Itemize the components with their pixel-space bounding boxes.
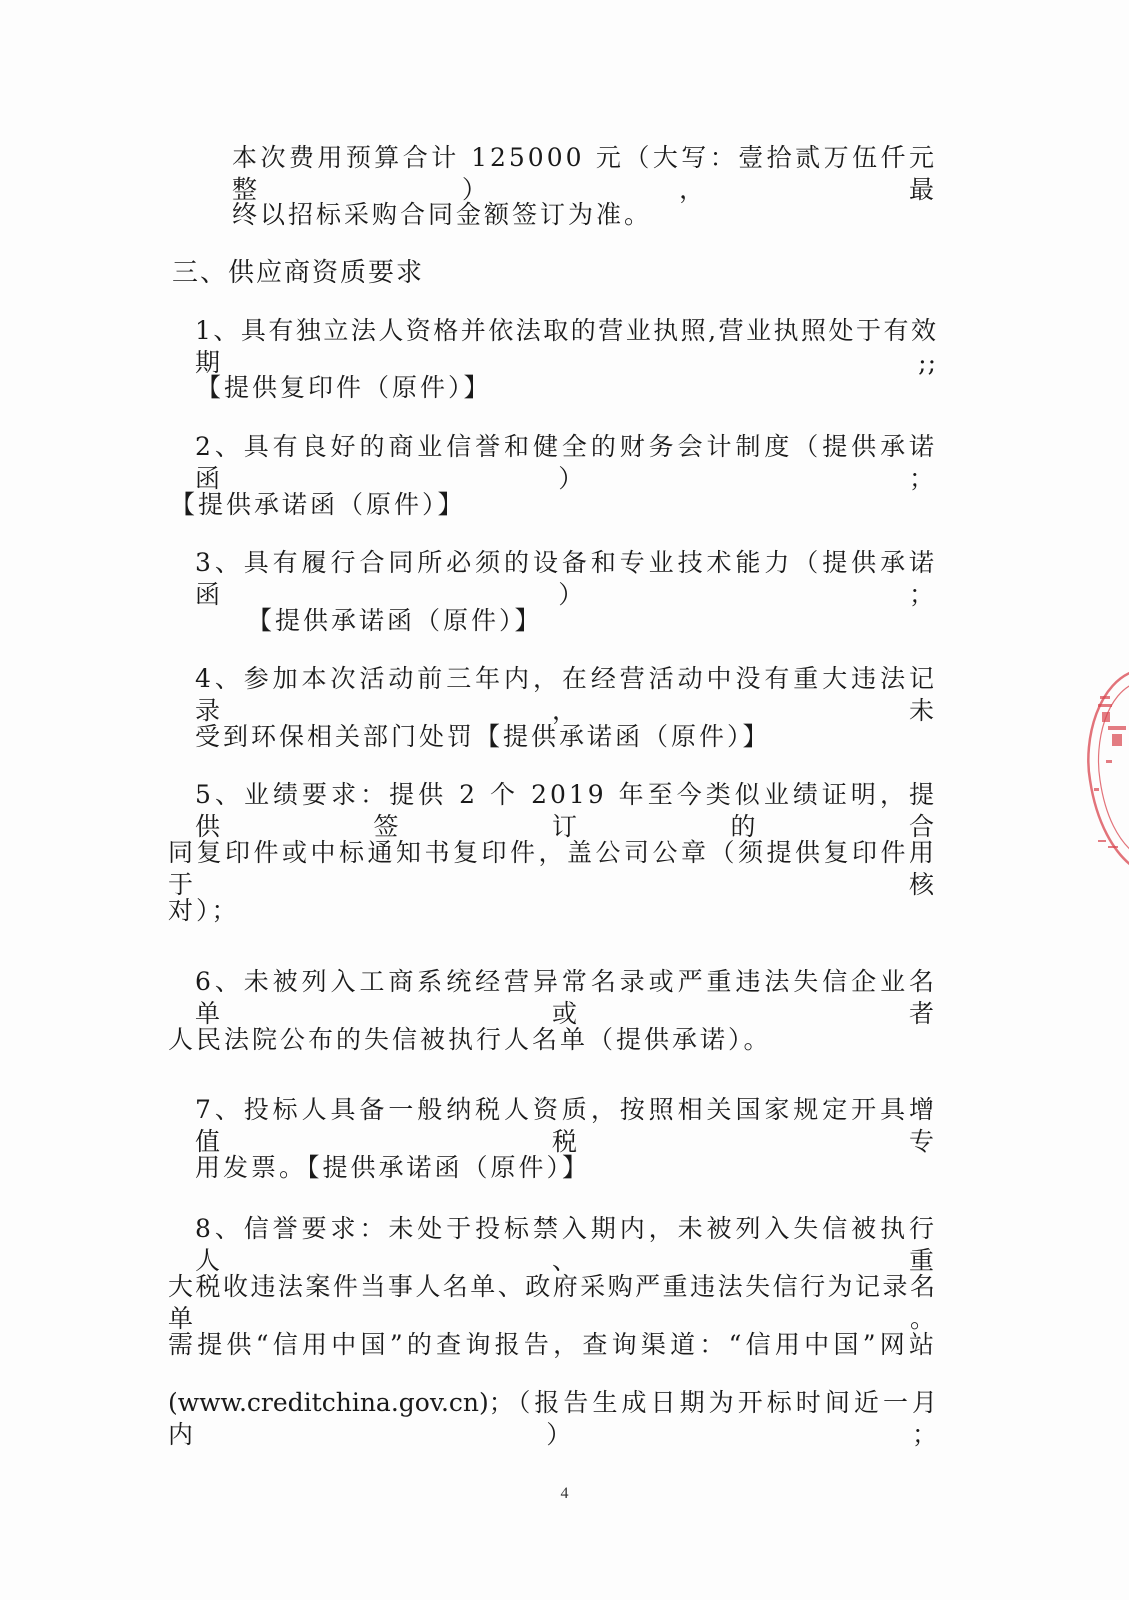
req3-line-1: 3、具有履行合同所必须的设备和专业技术能力（提供承诺函）； [195,548,937,609]
req8-line-1: 8、信誉要求：未处于投标禁入期内，未被列入失信被执行人、重 [195,1214,937,1275]
req5-line-3: 对）； [168,896,240,925]
section-heading: 三、供应商资质要求 [172,258,425,288]
budget-line-2: 终以招标采购合同金额签订为准。 [232,200,653,229]
req5-line-1: 5、业绩要求：提供 2 个 2019 年至今类似业绩证明，提供签订的合 [195,780,937,841]
req1-line-2: 【提供复印件（原件）】 [196,373,492,402]
req8-line-4: (www.creditchina.gov.cn)；（报告生成日期为开标时间近一月内）； [168,1388,937,1449]
req8-line-3: 需提供“信用中国”的查询报告，查询渠道：“信用中国”网站 [168,1330,937,1359]
req2-line-2: 【提供承诺函（原件）】 [170,490,466,519]
seal-stamp-icon [1078,660,1129,880]
req8-line-2: 大税收违法案件当事人名单、政府采购严重违法失信行为记录名单。 [168,1272,937,1333]
req7-line-2: 用发票。【提供承诺函（原件）】 [195,1153,591,1182]
req3-line-2: 【提供承诺函（原件）】 [247,606,543,635]
req6-line-2: 人民法院公布的失信被执行人名单（提供承诺）。 [168,1025,772,1054]
req6-line-1: 6、未被列入工商系统经营异常名录或严重违法失信企业名单或者 [195,967,937,1028]
page-number: 4 [560,1485,569,1502]
budget-line-1: 本次费用预算合计 125000 元（大写：壹拾贰万伍仟元整），最 [232,143,937,204]
req5-line-2: 同复印件或中标通知书复印件，盖公司公章（须提供复印件用于核 [168,838,937,899]
req2-line-1: 2、具有良好的商业信誉和健全的财务会计制度（提供承诺函）； [195,432,937,493]
req7-line-1: 7、投标人具备一般纳税人资质，按照相关国家规定开具增值税专 [195,1095,937,1156]
req4-line-1: 4、参加本次活动前三年内，在经营活动中没有重大违法记录，未 [195,664,937,725]
req1-line-1: 1、具有独立法人资格并依法取的营业执照,营业执照处于有效期;; [195,316,937,377]
company-seal-fragment [1078,660,1129,880]
req4-line-2: 受到环保相关部门处罚【提供承诺函（原件）】 [195,722,771,751]
